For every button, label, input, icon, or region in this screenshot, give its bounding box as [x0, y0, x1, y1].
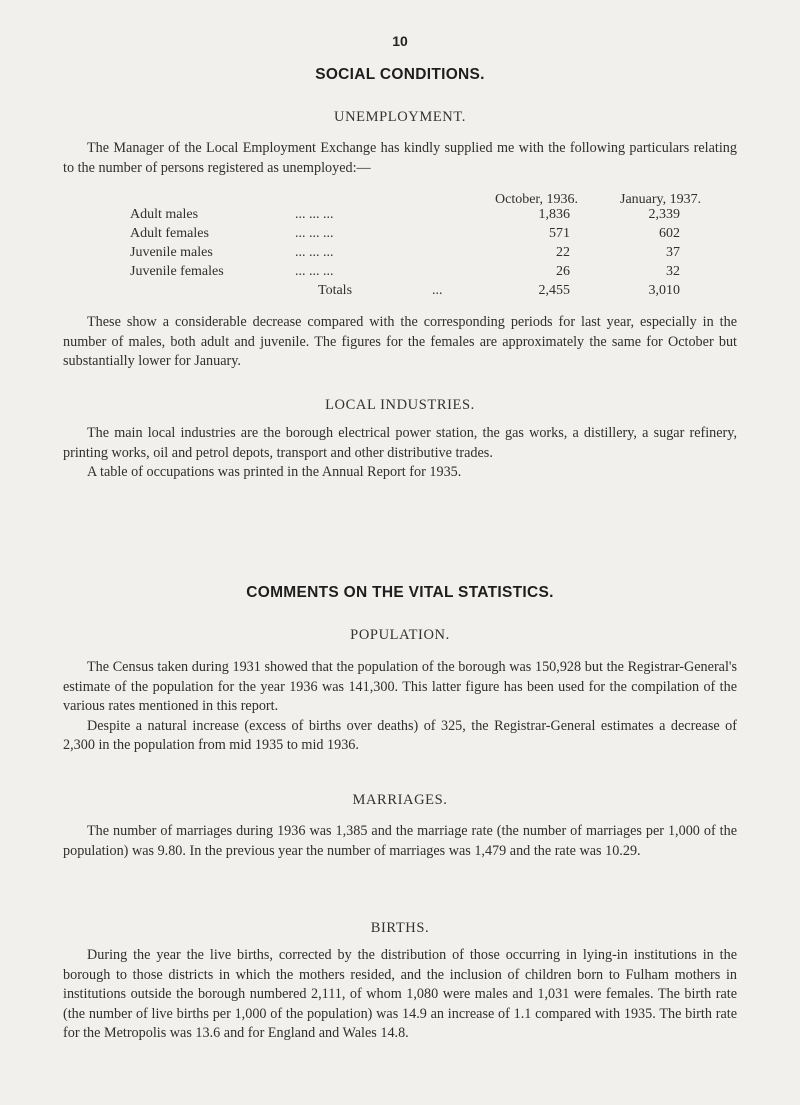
local-industries-text: The main local industries are the borough electrical power station, the gas works, a distillery, a sugar refinery, printing works, oil and petrol depots, transport and other distributive trades.	[63, 425, 737, 461]
marriages-subheading: MARRIAGES.	[352, 792, 448, 808]
row-january-value: 37	[666, 245, 680, 260]
births-subheading: BIRTHS.	[370, 920, 430, 936]
totals-dots: ...	[432, 283, 443, 298]
row-label: Adult females	[130, 226, 209, 241]
unemployment-intro-text: The Manager of the Local Employment Exchange has kindly supplied me with the following particulars relating to the number of persons registered as unemployed:—	[63, 140, 737, 176]
population-paragraph	[63, 658, 737, 756]
row-january-value: 2,339	[648, 207, 680, 222]
page-number: 10	[392, 33, 408, 49]
unemployment-intro	[63, 139, 737, 178]
row-dots: ... ... ...	[295, 207, 334, 222]
row-label: Juvenile males	[130, 245, 213, 260]
row-label: Adult males	[130, 207, 199, 222]
marriages-text: The number of marriages during 1936 was 1,385 and the marriage rate (the number of marriages per 1,000 of the population) was 9.80. In the previous year the number of marriages was 1,479 and the rate was 10.29.	[63, 823, 737, 859]
population-text-2: Despite a natural increase (excess of births over deaths) of 325, the Registrar-General estimates a decrease of 2,300 in the population from mid 1935 to mid 1936.	[63, 717, 737, 754]
row-january-value: 602	[659, 226, 680, 241]
unemployment-subheading: UNEMPLOYMENT.	[334, 109, 466, 125]
vital-statistics-heading: COMMENTS ON THE VITAL STATISTICS.	[246, 584, 554, 601]
row-october-value: 1,836	[538, 207, 570, 222]
occupations-table-note: A table of occupations was printed in the Annual Report for 1935.	[87, 464, 462, 481]
row-october-value: 22	[556, 245, 570, 260]
row-october-value: 571	[549, 226, 570, 241]
local-industries-paragraph	[63, 424, 737, 483]
totals-january-value: 3,010	[648, 283, 680, 298]
local-industries-subheading: LOCAL INDUSTRIES.	[325, 397, 475, 413]
social-conditions-heading: SOCIAL CONDITIONS.	[315, 66, 485, 83]
totals-october-value: 2,455	[538, 283, 570, 298]
col-header-january: January, 1937.	[620, 192, 702, 207]
row-october-value: 26	[556, 264, 570, 279]
row-dots: ... ... ...	[295, 264, 334, 279]
population-subheading: POPULATION.	[350, 627, 450, 643]
row-dots: ... ... ...	[295, 226, 334, 241]
totals-label: Totals	[318, 283, 353, 298]
row-label: Juvenile females	[130, 264, 224, 279]
births-paragraph	[63, 946, 737, 1044]
marriages-paragraph	[63, 822, 737, 861]
unemployment-analysis-text: These show a considerable decrease compared with the corresponding periods for last year, especially in the number of males, both adult and juvenile. The figures for the females are approximately the same for October but substantially lower for January.	[63, 314, 737, 370]
row-january-value: 32	[666, 264, 680, 279]
births-text: During the year the live births, corrected by the distribution of those occurring in lying-in institutions in the borough to those districts in which the mothers resided, and the inclusion of children born to Fulham mothers in institutions outside the borough numbered 2,111, of whom 1,080 were males and 1,031 were females. The birth rate (the number of live births per 1,000 of the population) was 14.9 an increase of 1.1 compared with 1935. The birth rate for the Metropolis was 13.6 and for England and Wales 14.8.	[63, 947, 737, 1042]
population-text-1: The Census taken during 1931 showed that the population of the borough was 150,928 but the Registrar-General's estimate of the population for the year 1936 was 141,300. This latter figure has been used for the compilation of the various rates mentioned in this report.	[63, 659, 737, 715]
row-dots: ... ... ...	[295, 245, 334, 260]
col-header-october: October, 1936.	[495, 192, 579, 207]
unemployment-analysis	[63, 313, 737, 372]
